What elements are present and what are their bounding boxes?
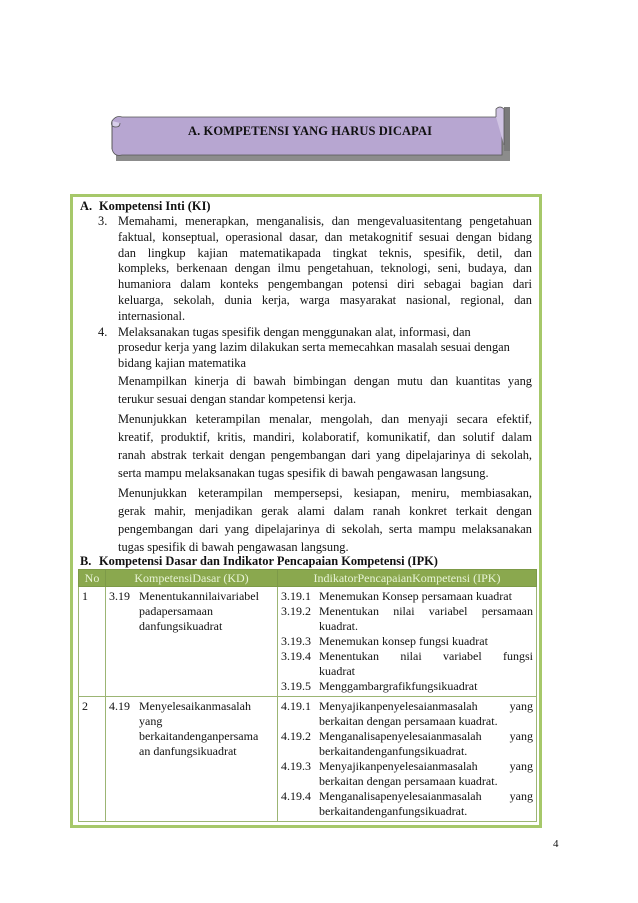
ki-line: Menampilkan kinerja di bawah bimbingan dengan mutu dan kuantitas yang: [118, 373, 532, 388]
section-a-heading: [80, 199, 532, 214]
kd-line: yang: [139, 714, 163, 728]
section-a-label: A.: [80, 199, 93, 213]
indicator-line: Menemukan konsep fungsi kuadrat: [319, 634, 488, 648]
kd-line: danfungsikuadrat: [139, 619, 223, 633]
ki-line: humaniora dalam konteks pengembangan potensi diri sebagai bagian dari: [118, 277, 532, 292]
indicator-number: 3.19.3: [281, 634, 311, 648]
indicator-number: 4.19.1: [281, 699, 311, 713]
table-row: [79, 697, 537, 822]
ki-line: Melaksanakan tugas spesifik dengan menggunakan alat, informasi, dan: [118, 324, 471, 339]
ki-line: pengembangan dari yang dipelajarinya di sekolah, serta mampu melaksanakan: [118, 521, 532, 536]
section-a-title: Kompetensi Inti (KI): [99, 199, 211, 213]
indicator-line: kuadrat: [319, 664, 355, 678]
ki-line: kompleks, berkenaan dengan ilmu pengetahuan, teknologi, seni, budaya, dan: [118, 261, 532, 276]
ki-item-4: [98, 325, 532, 372]
ki-line: Menunjukkan keterampilan menalar, mengolah, dan menyaji secara efektif,: [118, 411, 532, 426]
ipk-cell: [278, 587, 537, 697]
indicator-line: Menentukan nilai variabel fungsi: [319, 649, 533, 663]
header-kd: KompetensiDasar (KD): [106, 570, 278, 587]
section-b-title: Kompetensi Dasar dan Indikator Pencapaian Kompetensi (IPK): [99, 554, 438, 568]
table-header-row: [79, 570, 537, 587]
indicator-number: 3.19.1: [281, 589, 311, 603]
ki-line: dan lingkup kajian matematikapada tingkat teknis, spesifik, detil, dan: [118, 245, 532, 260]
ki-line: internasional.: [118, 308, 186, 323]
ki-line: tugas spesifik di bawah pengawasan langsung.: [118, 539, 349, 554]
ki-item-number: 3.: [98, 214, 108, 228]
indicator-line: berkaitandenganfungsikuadrat.: [319, 804, 468, 818]
indicator-number: 4.19.3: [281, 759, 311, 773]
ki-line: kreatif, produktif, kritis, mandiri, kolaboratif, komunikatif, dan solutif dalam: [118, 429, 532, 444]
section-banner: [100, 105, 520, 163]
indicator-line: berkaitandenganfungsikuadrat.: [319, 744, 468, 758]
page-number: 4: [553, 838, 559, 850]
ki-line: Menunjukkan keterampilan mempersepsi, kesiapan, meniru, membiasakan,: [118, 485, 532, 500]
ki-line: Memahami, menerapkan, menganalisis, dan mengevaluasitentang pengetahuan: [118, 214, 532, 228]
indicator-line: Menyajikanpenyelesaianmasalah yang: [319, 699, 533, 713]
indicator-item: [281, 634, 533, 649]
kd-cell: [106, 587, 278, 697]
header-ipk: IndikatorPencapaianKompetensi (IPK): [278, 570, 537, 587]
indicator-number: 4.19.4: [281, 789, 311, 803]
banner-title: A. KOMPETENSI YANG HARUS DICAPAI: [187, 124, 433, 138]
ki-line: serta mampu melaksanakan tugas spesifik di bawah pengawasan langsung.: [118, 465, 489, 480]
indicator-line: Menyajikanpenyelesaianmasalah yang: [319, 759, 533, 773]
indicator-line: Menemukan Konsep persamaan kuadrat: [319, 589, 512, 603]
ki-item-number: 4.: [98, 324, 108, 339]
indicator-line: berkaitan dengan persamaan kuadrat.: [319, 714, 498, 728]
kd-cell: [106, 697, 278, 822]
ki-line: prosedur kerja yang lazim dilakukan serta memecahkan masalah sesuai dengan: [118, 340, 510, 355]
indicator-number: 3.19.5: [281, 679, 311, 693]
ipk-cell: [278, 697, 537, 822]
indicator-line: Menganalisapenyelesaianmasalah yang: [319, 789, 533, 803]
row-no: 1: [79, 587, 106, 697]
indicator-number: 4.19.2: [281, 729, 311, 743]
ki-line: keluarga, sekolah, dunia kerja, warga masyarakat nasional, regional, dan: [118, 292, 532, 307]
ki-line: ranah abstrak terkait dengan pengembangan dari yang dipelajarinya di sekolah,: [118, 447, 532, 462]
section-b-heading: [80, 554, 438, 569]
ki-line: faktual, konseptual, operasional dasar, dan metakognitif sesuai dengan bidang: [118, 229, 532, 244]
ki-paragraph: [118, 410, 532, 482]
indicator-line: kuadrat.: [319, 619, 358, 633]
kd-line: berkaitandenganpersama: [139, 729, 259, 743]
indicator-line: Menganalisapenyelesaianmasalah yang: [319, 729, 533, 743]
indicator-line: Menentukan nilai variabel persamaan: [319, 604, 533, 618]
row-no: 2: [79, 697, 106, 822]
kd-line: an danfungsikuadrat: [139, 744, 237, 758]
ki-paragraph: [118, 484, 532, 556]
indicator-item: [281, 759, 533, 789]
indicator-item: [281, 729, 533, 759]
indicator-line: Menggambargrafikfungsikuadrat: [319, 679, 478, 693]
kd-line: Menyelesaikanmasalah: [139, 699, 251, 713]
table-row: [79, 587, 537, 697]
indicator-line: berkaitan dengan persamaan kuadrat.: [319, 774, 498, 788]
kd-number: 4.19: [109, 699, 130, 713]
indicator-number: 3.19.4: [281, 649, 311, 663]
kd-number: 3.19: [109, 589, 130, 603]
indicator-item: [281, 589, 533, 604]
header-no: No: [79, 570, 106, 587]
section-b-label: B.: [80, 554, 92, 568]
indicator-item: [281, 789, 533, 819]
ki-item-3: [98, 214, 532, 325]
ki-line: terukur sesuai dengan standar kompetensi kerja.: [118, 391, 357, 406]
kd-line: Menentukannilaivariabel: [139, 589, 259, 603]
ki-line: bidang kajian matematika: [118, 356, 246, 371]
indicator-item: [281, 679, 533, 694]
indicator-number: 3.19.2: [281, 604, 311, 618]
indicator-item: [281, 699, 533, 729]
ki-line: gerak mahir, menjadikan gerak alami dalam ranah konkret terkait dengan: [118, 503, 532, 518]
ki-paragraph: [118, 372, 532, 408]
kd-ipk-table: [78, 569, 537, 822]
section-kompetensi-inti: [80, 199, 532, 556]
indicator-item: [281, 604, 533, 634]
kd-line: padapersamaan: [139, 604, 213, 618]
indicator-item: [281, 649, 533, 679]
